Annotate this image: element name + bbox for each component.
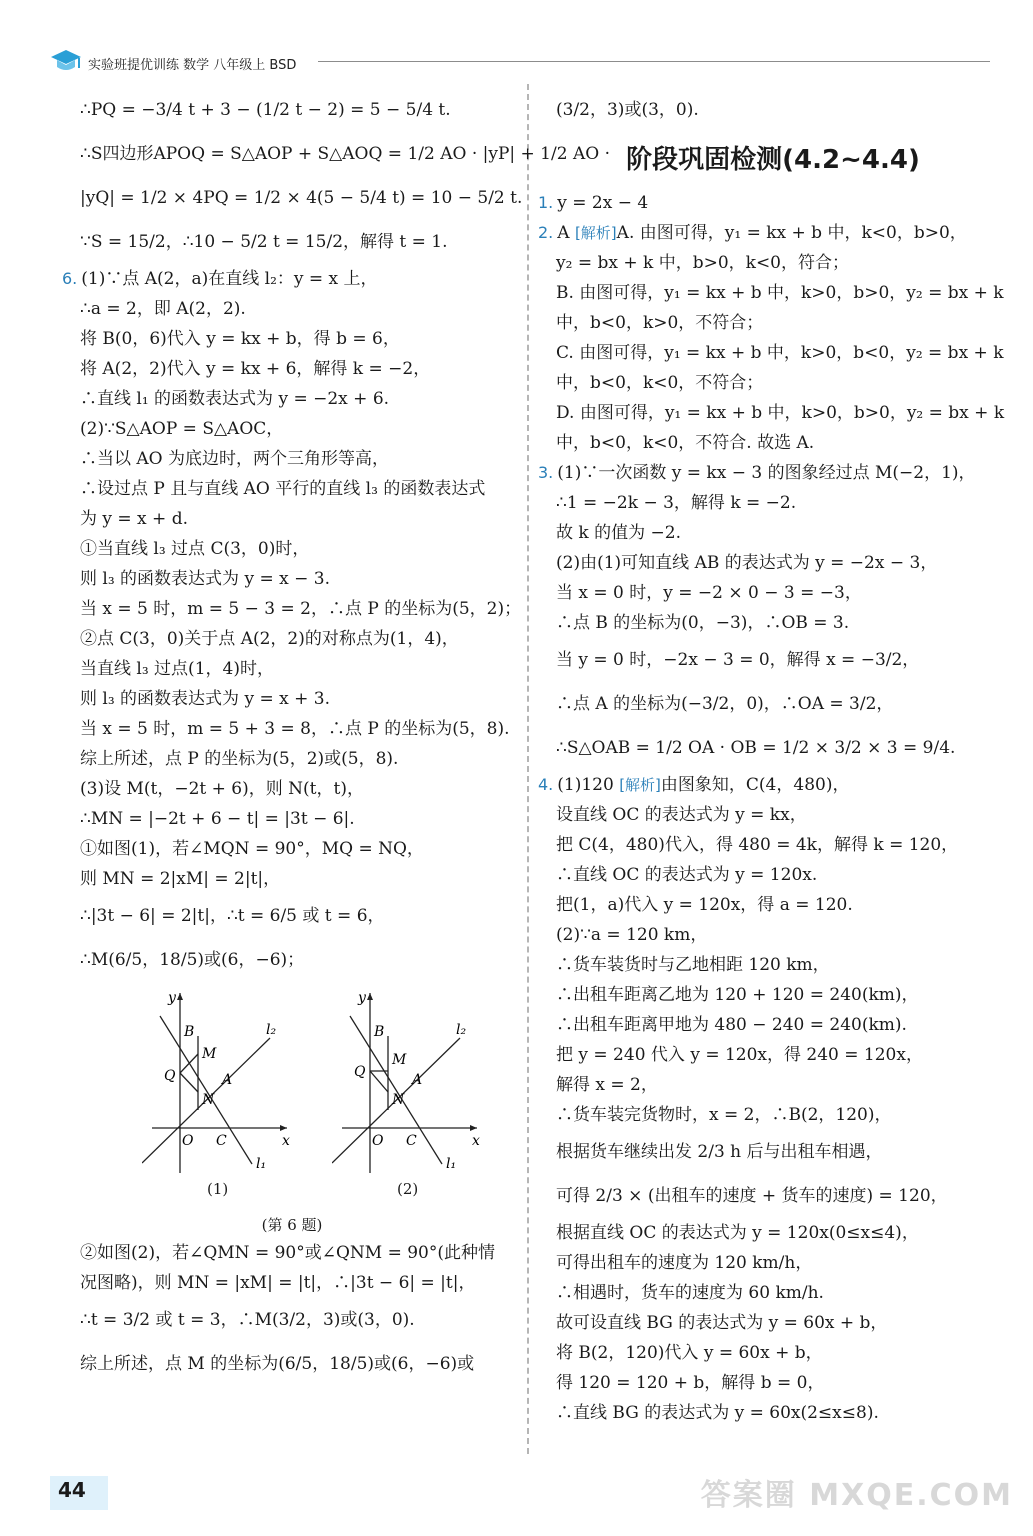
right-column — [538, 88, 1008, 1428]
text-line: 根据货车继续出发 2/3 h 后与出租车相遇， — [556, 1142, 883, 1162]
text-line: ∵S = 15/2，∴10 − 5/2 t = 15/2，解得 t = 1. — [80, 232, 448, 252]
figure-row — [62, 988, 522, 1208]
text-line: 把 y = 240 代入 y = 120x，得 240 = 120x， — [556, 1045, 923, 1065]
text-line: ∴t = 3/2 或 t = 3，∴M(3/2，3)或(3，0). — [80, 1310, 415, 1330]
figure-label-l2: l₂ — [266, 1022, 277, 1038]
text-line: ①如图(1)，若∠MQN = 90°，MQ = NQ， — [80, 839, 424, 859]
question-number: 6. — [62, 269, 78, 288]
text-line: (1)∵点 A(2，a)在直线 l₂：y = x 上， — [81, 269, 378, 289]
text-line: 得 120 = 120 + b，解得 b = 0， — [556, 1373, 825, 1393]
text-line: ∴M(6/5，18/5)或(6，−6)； — [80, 950, 305, 970]
answer-text: y = 2x − 4 — [557, 193, 649, 213]
text-line: 当 x = 5 时，m = 5 − 3 = 2，∴点 P 的坐标为(5，2)； — [80, 599, 522, 619]
text-line: 故可设直线 BG 的表达式为 y = 60x + b， — [556, 1313, 888, 1333]
text-line: ∴S△OAB = 1/2 OA · OB = 1/2 × 3/2 × 3 = 9/4. — [556, 738, 956, 758]
text-line: (2)由(1)可知直线 AB 的表达式为 y = −2x − 3， — [556, 553, 938, 573]
answer-text: (1)120 — [557, 775, 614, 795]
text-line: 则 l₃ 的函数表达式为 y = x − 3. — [80, 569, 330, 589]
text-line: 故 k 的值为 −2. — [556, 523, 681, 543]
figure-label-Q: Q — [164, 1068, 176, 1084]
text-line: 可得 2/3 × (出租车的速度 + 货车的速度) = 120， — [556, 1186, 948, 1206]
question-number: 3. — [538, 463, 554, 482]
figure-label-O: O — [182, 1133, 194, 1149]
figure-label-B: B — [184, 1024, 195, 1040]
text-line: ∴1 = −2k − 3，解得 k = −2. — [556, 493, 797, 513]
text-line: ∴点 B 的坐标为(0，−3)，∴OB = 3. — [556, 613, 850, 633]
text-line: 根据直线 OC 的表达式为 y = 120x(0≤x≤4)， — [556, 1223, 919, 1243]
text-line: 综上所述，点 P 的坐标为(5，2)或(5，8). — [80, 749, 399, 769]
column-divider — [527, 84, 529, 1454]
analysis-tag: [解析] — [619, 776, 661, 794]
q2-first-line — [538, 218, 1008, 248]
watermark: 答案圈 MXQE.COM — [700, 1478, 1013, 1513]
graduation-cap-icon — [50, 48, 82, 74]
q1-line — [538, 188, 1008, 218]
page-number: 44 — [58, 1478, 86, 1502]
page-header — [50, 48, 990, 78]
figure-label-B: B — [374, 1024, 385, 1040]
figure-label-A: A — [222, 1072, 233, 1088]
text-line: 当 x = 5 时，m = 5 + 3 = 8，∴点 P 的坐标为(5，8). — [80, 719, 510, 739]
text-line: B. 由图可得，y₁ = kx + b 中，k>0，b>0，y₂ = bx + k — [556, 283, 1004, 303]
q3-first-line — [538, 458, 1008, 488]
figure-label-y: y — [358, 990, 366, 1006]
figure-label-N: N — [202, 1092, 215, 1108]
figure-label-O: O — [372, 1133, 384, 1149]
text-line: 当 y = 0 时，−2x − 3 = 0，解得 x = −3/2， — [556, 650, 920, 670]
text-line: 可得出租车的速度为 120 km/h， — [556, 1253, 813, 1273]
text-line: 由图象知，C(4，480)， — [660, 775, 850, 795]
figure-1-label: (1) — [207, 1180, 229, 1198]
text-line: ∴设过点 P 且与直线 AO 平行的直线 l₃ 的函数表达式 — [80, 479, 486, 499]
text-line: 则 l₃ 的函数表达式为 y = x + 3. — [80, 689, 330, 709]
text-line: 把(1，a)代入 y = 120x，得 a = 120. — [556, 895, 853, 915]
text-line: (2)∵S△AOP = S△AOC， — [80, 419, 284, 439]
text-line: 为 y = x + d. — [80, 509, 188, 529]
text-line: ∴点 A 的坐标为(−3/2，0)，∴OA = 3/2， — [556, 694, 894, 714]
question-number: 2. — [538, 223, 554, 242]
text-line: D. 由图可得，y₁ = kx + b 中，k>0，b>0，y₂ = bx + k — [556, 403, 1005, 423]
figure-label-M: M — [392, 1052, 407, 1068]
figure-caption: (第 6 题) — [261, 1216, 323, 1234]
header-title: 实验班提优训练 数学 八年级上 BSD — [88, 58, 297, 73]
text-line: ∴相遇时，货车的速度为 60 km/h. — [556, 1283, 824, 1303]
text-line: ②如图(2)，若∠QMN = 90°或∠QNM = 90°(此种情 — [80, 1243, 496, 1263]
text-line: ②点 C(3，0)关于点 A(2，2)的对称点为(1，4)， — [80, 629, 459, 649]
figure-label-N: N — [392, 1092, 405, 1108]
text-line: ∴直线 BG 的表达式为 y = 60x(2≤x≤8). — [556, 1403, 879, 1423]
text-line: ∴a = 2，即 A(2，2). — [80, 299, 246, 319]
text-line: 把 C(4，480)代入，得 480 = 4k，解得 k = 120， — [556, 835, 959, 855]
figure-1 — [142, 988, 292, 1178]
figure-label-l1: l₁ — [256, 1156, 267, 1172]
text-line: ∴出租车距离甲地为 480 − 240 = 240(km). — [556, 1015, 907, 1035]
header-rule — [318, 61, 990, 62]
text-line: ∴出租车距离乙地为 120 + 120 = 240(km)， — [556, 985, 919, 1005]
figure-label-x: x — [472, 1133, 480, 1149]
text-line: 解得 x = 2， — [556, 1075, 658, 1095]
text-line: ①当直线 l₃ 过点 C(3，0)时， — [80, 539, 310, 559]
figure-label-M: M — [202, 1046, 217, 1062]
figure-label-Q: Q — [354, 1064, 366, 1080]
text-line: 将 B(0，6)代入 y = kx + b，得 b = 6， — [80, 329, 400, 349]
figure-label-l1: l₁ — [446, 1156, 457, 1172]
text-line: A. 由图可得，y₁ = kx + b 中，k<0，b>0， — [616, 223, 967, 243]
text-line: 况图略)，则 MN = |xM| = |t|，∴|3t − 6| = |t|， — [80, 1273, 476, 1293]
text-line: 中，b<0，k>0，不符合； — [556, 313, 764, 333]
q4-first-line — [538, 770, 1008, 800]
section-title: 阶段巩固检测(4.2~4.4) — [626, 145, 920, 175]
text-line: 则 MN = 2|xM| = 2|t|， — [80, 869, 281, 889]
figure-label-A: A — [412, 1072, 423, 1088]
text-line: 将 B(2，120)代入 y = 60x + b， — [556, 1343, 823, 1363]
text-line: ∴直线 l₁ 的函数表达式为 y = −2x + 6. — [80, 389, 390, 409]
figure-label-C: C — [216, 1133, 227, 1149]
figure-label-y: y — [168, 990, 176, 1006]
analysis-tag: [解析] — [574, 224, 617, 242]
answer-choice: A — [557, 223, 570, 243]
text-line: (1)∵一次函数 y = kx − 3 的图象经过点 M(−2，1)， — [557, 463, 976, 483]
text-line: ∴直线 OC 的表达式为 y = 120x. — [556, 865, 818, 885]
text-line: ∴MN = |−2t + 6 − t| = |3t − 6|. — [80, 809, 355, 829]
figure-label-l2: l₂ — [456, 1022, 467, 1038]
text-line: |yQ| = 1/2 × 4PQ = 1/2 × 4(5 − 5/4 t) = 10 − 5/2 t. — [80, 188, 523, 208]
text-line: ∴当以 AO 为底边时，两个三角形等高， — [80, 449, 390, 469]
text-line: (2)∵a = 120 km， — [556, 925, 708, 945]
text-line: ∴|3t − 6| = 2|t|，∴t = 6/5 或 t = 6， — [80, 906, 385, 926]
q6-first-line — [62, 264, 522, 294]
question-number: 1. — [538, 193, 554, 212]
figure-label-x: x — [282, 1133, 290, 1149]
figure-2-label: (2) — [397, 1180, 419, 1198]
text-line: ∴货车装货时与乙地相距 120 km， — [556, 955, 830, 975]
figure-2 — [332, 988, 482, 1178]
text-line: 将 A(2，2)代入 y = kx + 6，解得 k = −2， — [80, 359, 431, 379]
text-line: (3)设 M(t，−2t + 6)，则 N(t，t)， — [80, 779, 364, 799]
text-line: 当 x = 0 时，y = −2 × 0 − 3 = −3， — [556, 583, 862, 603]
text-line: 当直线 l₃ 过点(1，4)时， — [80, 659, 274, 679]
figure-label-C: C — [406, 1133, 417, 1149]
question-number: 4. — [538, 775, 554, 794]
text-line: 设直线 OC 的表达式为 y = kx， — [556, 805, 807, 825]
text-line: 中，b<0，k<0，不符合； — [556, 373, 764, 393]
text-line: 中，b<0，k<0，不符合. 故选 A. — [556, 433, 815, 453]
text-line: ∴货车装完货物时，x = 2，∴B(2，120)， — [556, 1105, 892, 1125]
text-line: C. 由图可得，y₁ = kx + b 中，k>0，b<0，y₂ = bx + k — [556, 343, 1004, 363]
text-line: ∴S四边形APOQ = S△AOP + S△AOQ = 1/2 AO · |yP| + 1/2 AO · — [80, 144, 610, 164]
text-line: y₂ = bx + k 中，b>0，k<0，符合； — [556, 253, 850, 273]
text-line: 综上所述，点 M 的坐标为(6/5，18/5)或(6，−6)或 — [80, 1354, 475, 1374]
text-line: (3/2，3)或(3，0). — [556, 100, 699, 120]
text-line: ∴PQ = −3/4 t + 3 − (1/2 t − 2) = 5 − 5/4 t. — [80, 100, 451, 120]
